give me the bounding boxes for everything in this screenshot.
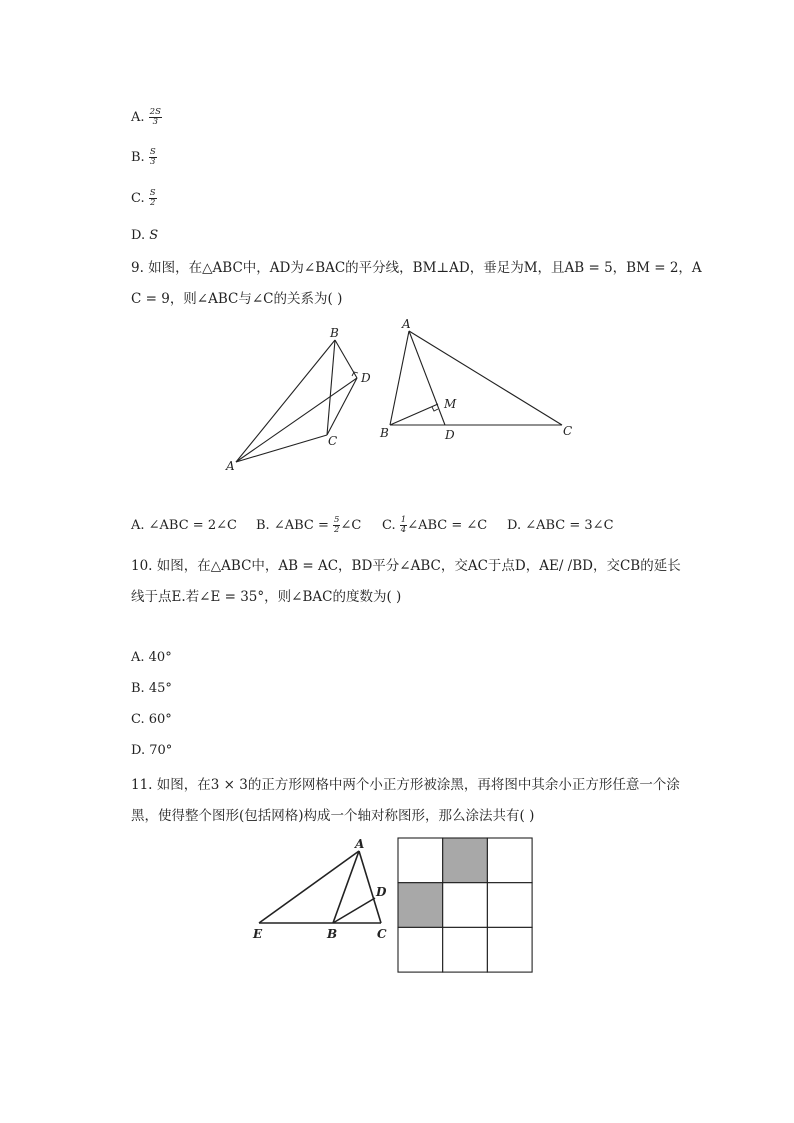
q9-stem-line2: C = 9，则∠ABC与∠C的关系为( ) (131, 291, 343, 307)
option-letter: D. (131, 228, 146, 243)
label-c: C (563, 424, 573, 438)
label-c: C (377, 927, 387, 941)
q10-option-c: C. 60° (131, 712, 172, 727)
grid-cell-shaded (398, 883, 443, 928)
option-text: ∠ABC = ∠C (407, 518, 488, 533)
label-b: B (327, 927, 338, 941)
label-m: M (444, 397, 457, 411)
denominator: 2 (149, 198, 156, 208)
option-text: S (149, 228, 159, 243)
q9-stem-line1: 9. 如图，在△ABC中，AD为∠BAC的平分线，BM⊥AD，垂足为M，且AB = 5，BM = 2，A (131, 260, 702, 276)
q11-stem-line1: 11. 如图，在3 × 3的正方形网格中两个小正方形被涂黑，再将图中其余小正方形任意一个涂 (131, 777, 680, 793)
grid-cell (398, 838, 443, 883)
grid-cell (443, 927, 488, 972)
numerator: 2S (149, 107, 161, 117)
q11-stem-line2: 黑，使得整个图形(包括网格)构成一个轴对称图形，那么涂法共有( ) (131, 808, 535, 824)
label-e: E (253, 927, 263, 941)
label-a: A (402, 317, 411, 331)
grid-cell (443, 883, 488, 928)
q9-option-a: A. ∠ABC = 2∠C (131, 518, 237, 533)
denominator: 4 (400, 525, 407, 535)
label-c: C (328, 434, 338, 448)
label-a: A (355, 837, 365, 851)
numerator: S (149, 188, 156, 198)
grid-cell (398, 927, 443, 972)
label-d: D (376, 885, 387, 899)
q10-option-a: A. 40° (131, 650, 172, 665)
grid-cell (487, 838, 532, 883)
denominator: 3 (152, 117, 158, 127)
q10-stem-line1: 10. 如图，在△ABC中，AB = AC，BD平分∠ABC，交AC于点D，AE/ /BD，交CB的延长 (131, 558, 681, 574)
q10-option-d: D. 70° (131, 743, 173, 758)
denominator: 3 (150, 157, 156, 167)
numerator: 1 (400, 515, 407, 525)
label-d: D (361, 371, 371, 385)
option-letter: C. (131, 191, 145, 206)
grid-cell-shaded (443, 838, 488, 883)
q10-option-b: B. 45° (131, 681, 172, 696)
label-b: B (330, 326, 339, 340)
option-letter: C. (382, 518, 396, 533)
numerator: 5 (334, 515, 340, 525)
label-d: D (445, 428, 455, 442)
grid-cells (398, 838, 532, 972)
option-text: ∠C (340, 518, 362, 533)
grid-cell (487, 883, 532, 928)
grid-cell (487, 927, 532, 972)
denominator: 2 (334, 525, 340, 535)
option-text: B. ∠ABC = (256, 518, 329, 533)
label-b: B (380, 426, 389, 440)
q10-stem-line2: 线于点E.若∠E = 35°，则∠BAC的度数为( ) (131, 589, 402, 605)
option-letter: A. (131, 110, 145, 125)
label-a: A (226, 459, 235, 473)
q9-option-d: D. ∠ABC = 3∠C (507, 518, 614, 533)
numerator: S (149, 147, 156, 157)
option-letter: B. (131, 150, 145, 165)
